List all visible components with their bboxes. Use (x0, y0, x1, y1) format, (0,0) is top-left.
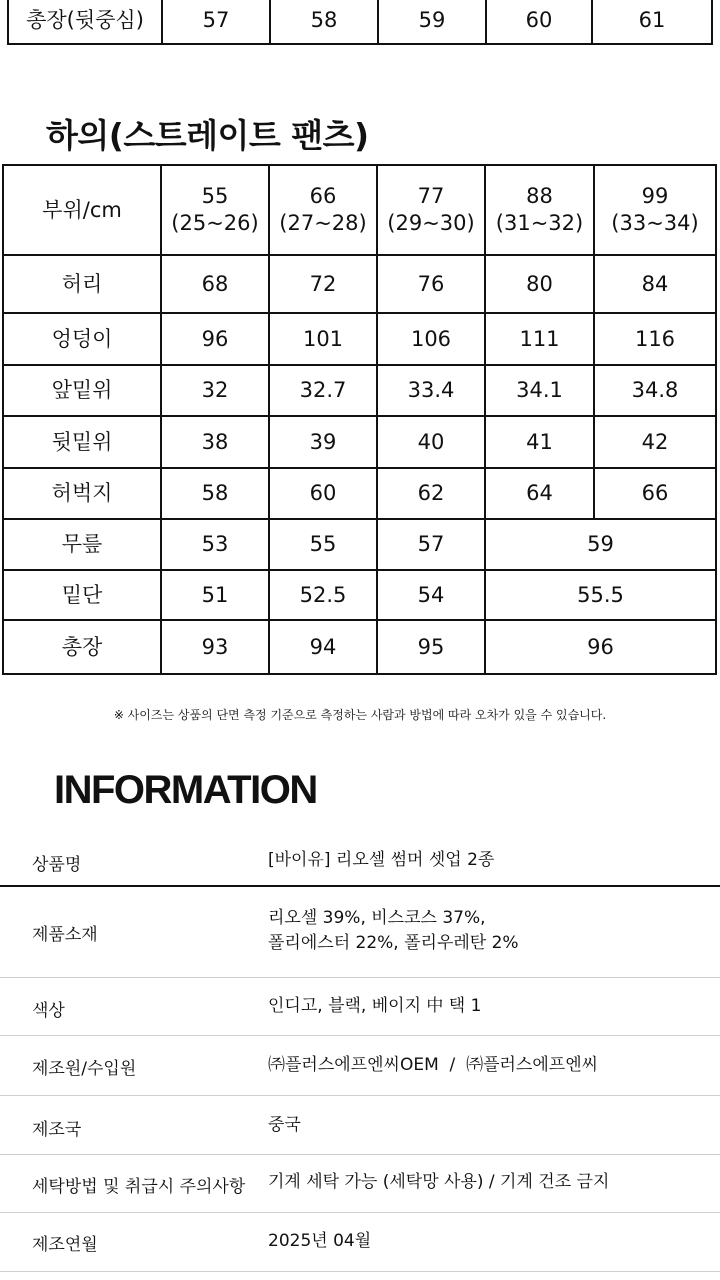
info-row-care (0, 1155, 720, 1213)
info-value: 인디고, 블랙, 베이지 中 택 1 (268, 996, 482, 1016)
row-label: 앞밑위 (3, 365, 161, 416)
table-cell: 38 (161, 416, 269, 468)
table-row (3, 468, 716, 519)
info-value (268, 906, 519, 956)
info-row-color (0, 978, 720, 1036)
table-cell: 62 (377, 468, 485, 519)
information-title: INFORMATION (54, 768, 317, 812)
table-cell: 60 (486, 0, 592, 44)
top-size-table (7, 0, 713, 45)
table-cell: 41 (485, 416, 594, 468)
table-cell: 34.1 (485, 365, 594, 416)
merged-cell: 55.5 (485, 570, 716, 620)
table-cell: 101 (269, 313, 377, 365)
table-cell: 64 (485, 468, 594, 519)
info-label: 제조원/수입원 (32, 1059, 137, 1079)
size-range: (27~28) (279, 211, 367, 235)
table-cell: 116 (594, 313, 716, 365)
size-header (594, 165, 716, 255)
size-header (161, 165, 269, 255)
table-cell: 80 (485, 255, 594, 313)
info-label: 제조국 (32, 1120, 82, 1140)
table-cell: 52.5 (269, 570, 377, 620)
table-cell: 59 (378, 0, 486, 44)
info-label: 색상 (32, 1001, 65, 1021)
size-number: 99 (641, 184, 669, 208)
size-note: ※ 사이즈는 상품의 단면 측정 기준으로 측정하는 사람과 방법에 따라 오차가 있을 수 있습니다. (113, 708, 607, 722)
table-cell: 106 (377, 313, 485, 365)
info-row-material (0, 887, 720, 978)
info-value-line: 리오셀 39%, 비스코스 37%, (268, 908, 486, 928)
table-cell: 72 (269, 255, 377, 313)
table-cell: 54 (377, 570, 485, 620)
row-label: 총장(뒷중심) (8, 0, 162, 44)
info-label: 제품소재 (32, 925, 98, 945)
section-title: 하의(스트레이트 팬츠) (46, 116, 369, 155)
size-number: 55 (201, 184, 229, 208)
table-cell: 55 (269, 519, 377, 570)
table-cell: 58 (270, 0, 378, 44)
table-cell: 68 (161, 255, 269, 313)
row-label: 엉덩이 (3, 313, 161, 365)
row-label: 뒷밑위 (3, 416, 161, 468)
size-number: 66 (309, 184, 337, 208)
info-value: ㈜플러스에프엔씨OEM / ㈜플러스에프엔씨 (268, 1055, 599, 1075)
row-label: 허벅지 (3, 468, 161, 519)
table-row (8, 0, 712, 44)
header-label: 부위/cm (3, 165, 161, 255)
table-cell: 61 (592, 0, 712, 44)
info-row-date (0, 1213, 720, 1272)
row-label: 총장 (3, 620, 161, 674)
size-number: 77 (417, 184, 445, 208)
table-cell: 66 (594, 468, 716, 519)
table-cell: 57 (162, 0, 270, 44)
size-header (269, 165, 377, 255)
table-row (3, 416, 716, 468)
row-label: 허리 (3, 255, 161, 313)
table-header-row (3, 165, 716, 255)
table-cell: 60 (269, 468, 377, 519)
table-row (3, 255, 716, 313)
table-row (3, 313, 716, 365)
info-label: 세탁방법 및 취급시 주의사항 (32, 1177, 246, 1197)
info-value: 기계 세탁 가능 (세탁망 사용) / 기계 건조 금지 (268, 1172, 610, 1192)
table-cell: 96 (161, 313, 269, 365)
table-row (3, 519, 716, 570)
table-cell: 42 (594, 416, 716, 468)
info-row-country (0, 1096, 720, 1155)
size-number: 88 (526, 184, 553, 208)
table-cell: 32 (161, 365, 269, 416)
info-value-line: 폴리에스터 22%, 폴리우레탄 2% (268, 933, 519, 953)
table-row (3, 570, 716, 620)
table-cell: 76 (377, 255, 485, 313)
table-cell: 51 (161, 570, 269, 620)
info-label: 제조연월 (32, 1235, 98, 1255)
pants-size-table (2, 164, 717, 675)
table-cell: 39 (269, 416, 377, 468)
row-label: 밑단 (3, 570, 161, 620)
info-value: 2025년 04월 (268, 1231, 372, 1251)
size-header (377, 165, 485, 255)
info-row-manufacturer (0, 1036, 720, 1096)
size-range: (33~34) (611, 211, 699, 235)
table-row (3, 620, 716, 674)
size-range: (25~26) (171, 211, 259, 235)
merged-cell: 59 (485, 519, 716, 570)
row-label: 무릎 (3, 519, 161, 570)
table-cell: 84 (594, 255, 716, 313)
table-cell: 95 (377, 620, 485, 674)
table-cell: 58 (161, 468, 269, 519)
info-value: [바이유] 리오셀 썸머 셋업 2종 (268, 850, 495, 870)
merged-cell: 96 (485, 620, 716, 674)
info-label: 상품명 (32, 855, 82, 875)
table-cell: 33.4 (377, 365, 485, 416)
table-cell: 53 (161, 519, 269, 570)
table-cell: 93 (161, 620, 269, 674)
table-cell: 40 (377, 416, 485, 468)
table-cell: 111 (485, 313, 594, 365)
table-cell: 94 (269, 620, 377, 674)
size-range: (29~30) (387, 211, 475, 235)
info-value: 중국 (268, 1115, 301, 1135)
size-header (485, 165, 594, 255)
table-cell: 32.7 (269, 365, 377, 416)
table-cell: 57 (377, 519, 485, 570)
table-row (3, 365, 716, 416)
table-cell: 34.8 (594, 365, 716, 416)
info-row-product-name (0, 838, 720, 887)
size-range: (31~32) (495, 211, 584, 235)
